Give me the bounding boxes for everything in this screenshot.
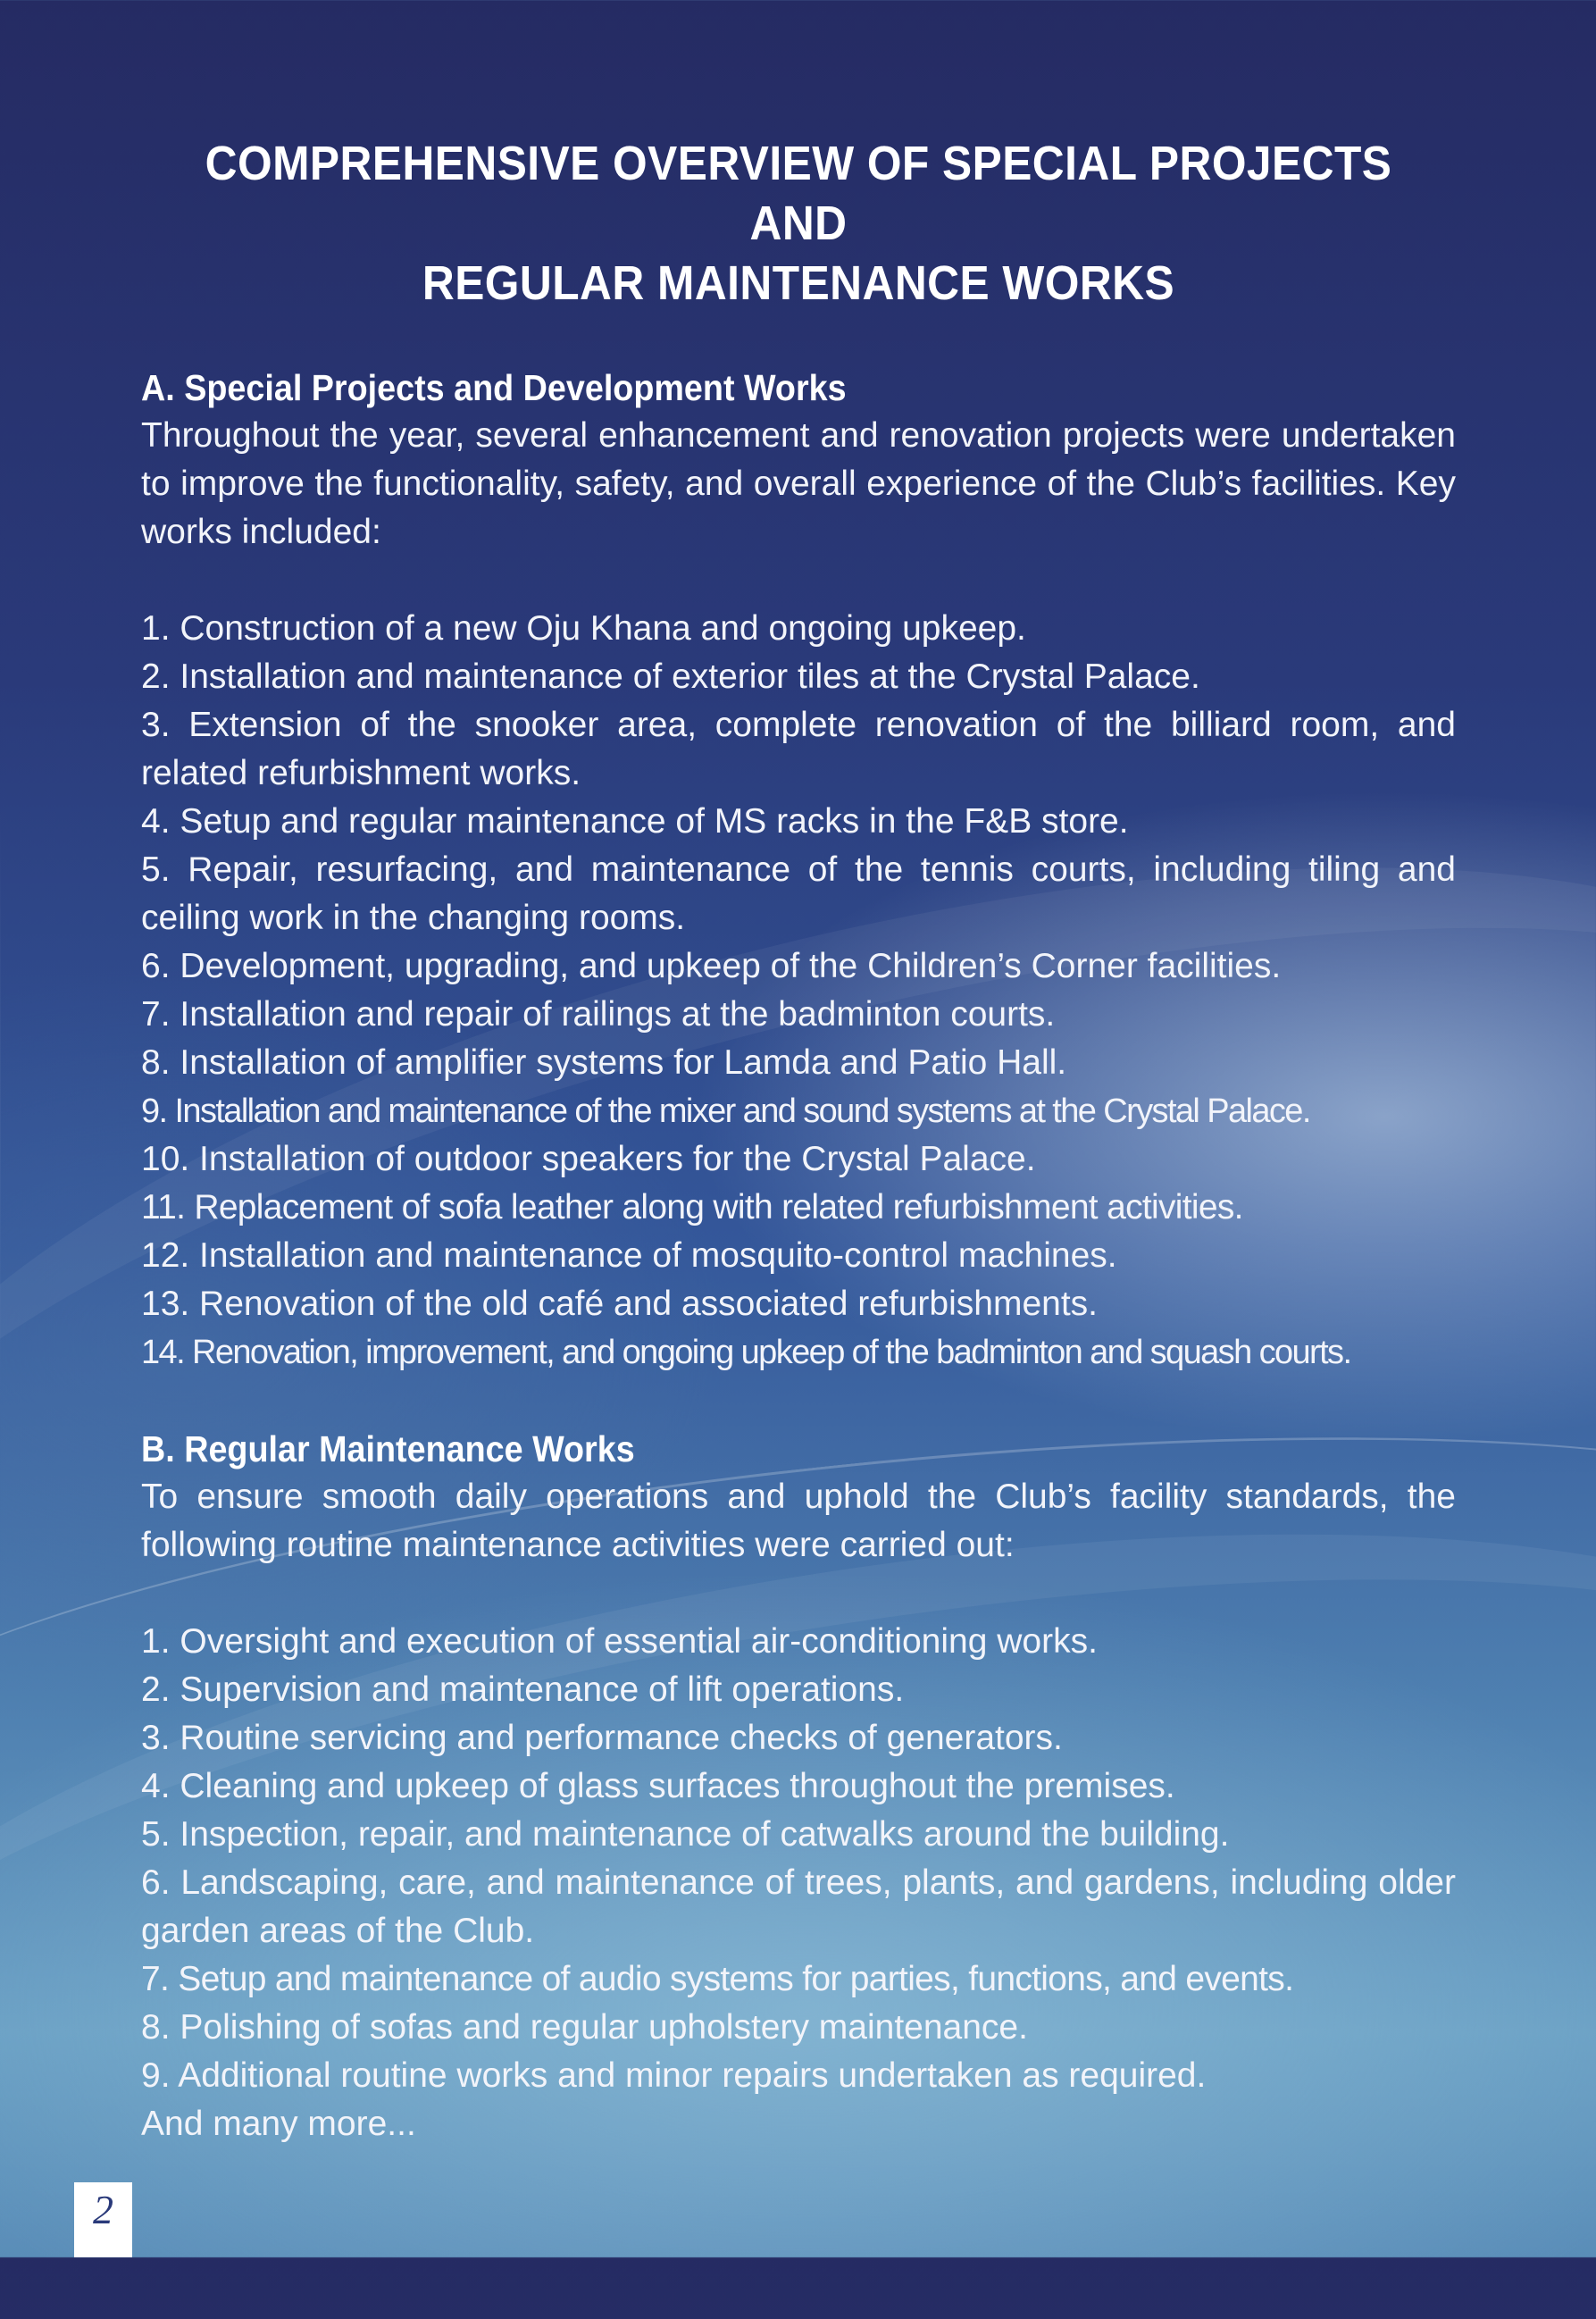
section-special-projects [141, 364, 1456, 1377]
list-item: 1. Oversight and execution of essential air-conditioning works. [141, 1622, 1098, 1661]
list-item: 6. Landscaping, care, and maintenance of trees, plants, and gardens, including older garden areas of the Club. [141, 1863, 1456, 1950]
list-item: 8. Installation of amplifier systems for Lamda and Patio Hall. [141, 1043, 1067, 1082]
list-item: 14. Renovation, improvement, and ongoing upkeep of the badminton and squash courts. [141, 1334, 1351, 1371]
regular-maintenance-list [141, 1618, 1456, 2100]
page-number: 2 [74, 2182, 132, 2257]
list-item: 7. Installation and repair of railings at the badminton courts. [141, 995, 1056, 1034]
list-item: 6. Development, upgrading, and upkeep of the Children’s Corner facilities. [141, 947, 1282, 985]
list-item: 5. Repair, resurfacing, and maintenance of the tennis courts, including tiling and ceiling work in the changing rooms. [141, 850, 1456, 937]
list-item: 5. Inspection, repair, and maintenance of catwalks around the building. [141, 1815, 1230, 1854]
section-intro: To ensure smooth daily operations and uphold the Club’s facility standards, the following routine maintenance activities were carried out: [141, 1478, 1456, 1564]
list-item: 3. Routine servicing and performance checks of generators. [141, 1719, 1063, 1757]
page-title-line: COMPREHENSIVE OVERVIEW OF SPECIAL PROJECTS AND [205, 137, 1392, 250]
section-regular-maintenance [141, 1425, 1456, 2148]
special-projects-list [141, 605, 1456, 1377]
document-page [141, 134, 1456, 2148]
section-intro: Throughout the year, several enhancement and renovation projects were undertaken to improve the functionality, safety, and overall experience of the Club’s facilities. Key works included: [141, 416, 1456, 551]
list-item: 9. Additional routine works and minor repairs undertaken as required. [141, 2056, 1207, 2095]
section-heading: A. Special Projects and Development Works [141, 367, 847, 408]
list-item: 7. Setup and maintenance of audio systems for parties, functions, and events. [141, 1960, 1294, 1998]
list-item: 9. Installation and maintenance of the mixer and sound systems at the Crystal Palace. [141, 1093, 1310, 1130]
page-title [194, 134, 1403, 314]
list-item: 2. Supervision and maintenance of lift operations. [141, 1670, 905, 1709]
list-item: 4. Cleaning and upkeep of glass surfaces throughout the premises. [141, 1767, 1175, 1805]
list-item: 1. Construction of a new Oju Khana and ongoing upkeep. [141, 609, 1026, 648]
list-item: 12. Installation and maintenance of mosquito-control machines. [141, 1236, 1117, 1275]
list-item: 2. Installation and maintenance of exterior tiles at the Crystal Palace. [141, 657, 1200, 696]
list-item: 13. Renovation of the old café and associated refurbishments. [141, 1285, 1098, 1323]
list-item: 11. Replacement of sofa leather along with related refurbishment activities. [141, 1188, 1243, 1226]
closing-text: And many more... [141, 2105, 416, 2143]
section-spacer [141, 1377, 1456, 1425]
list-item: 10. Installation of outdoor speakers for the Crystal Palace. [141, 1140, 1036, 1178]
list-item: 8. Polishing of sofas and regular upholstery maintenance. [141, 2008, 1028, 2047]
list-item: 4. Setup and regular maintenance of MS racks in the F&B store. [141, 802, 1129, 841]
section-heading: B. Regular Maintenance Works [141, 1428, 635, 1469]
page-title-line: REGULAR MAINTENANCE WORKS [422, 256, 1175, 310]
list-item: 3. Extension of the snooker area, complete renovation of the billiard room, and related refurbishment works. [141, 706, 1456, 792]
